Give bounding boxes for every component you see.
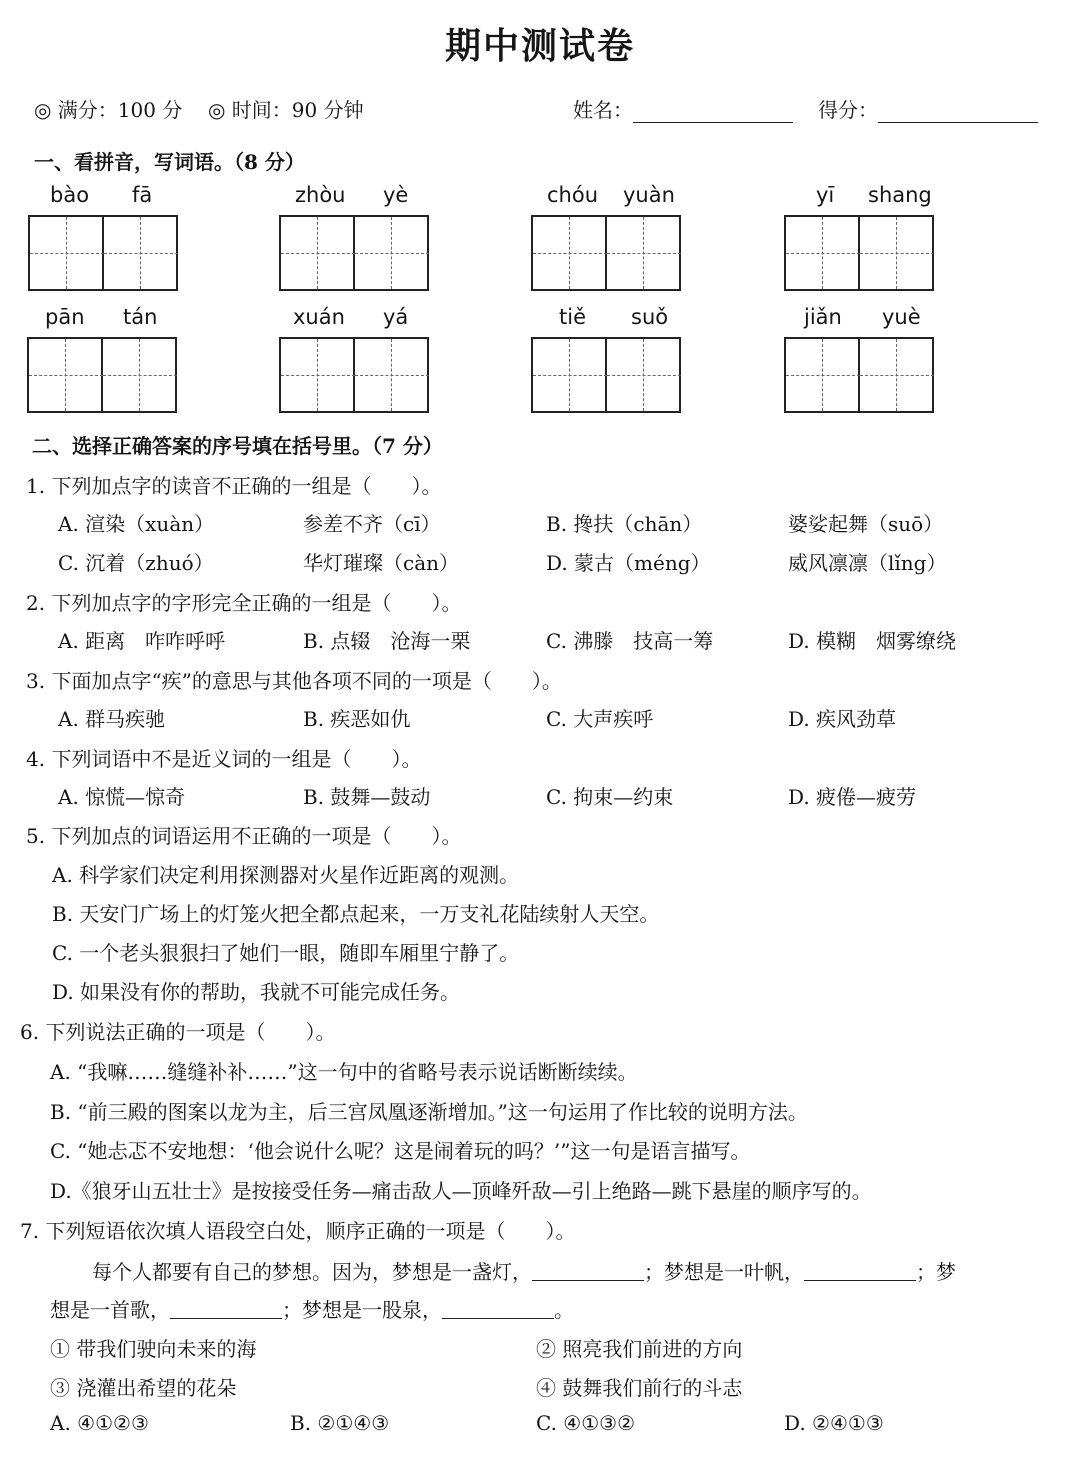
pinyin-1: tiě bbox=[559, 305, 586, 329]
name-blank[interactable] bbox=[633, 122, 793, 123]
q7-blank-4[interactable] bbox=[442, 1298, 554, 1319]
pinyin-2: yá bbox=[383, 305, 409, 329]
q1-option-a2: 参差不齐（cī） bbox=[303, 512, 441, 536]
pinyin-2: yuàn bbox=[623, 183, 675, 207]
question-6-stem: 6. 下列说法正确的一项是（ ）。 bbox=[20, 1020, 336, 1044]
q7-passage-text: ；梦想是一股泉， bbox=[282, 1298, 442, 1322]
q1-option-b1: B. 搀扶（chān） bbox=[546, 512, 703, 536]
q7-option-c: C. ④①③② bbox=[536, 1411, 636, 1435]
q7-blank-1[interactable] bbox=[532, 1260, 644, 1281]
q3-option-d: D. 疾风劲草 bbox=[788, 707, 897, 731]
q7-phrase-4: ④ 鼓舞我们前行的斗志 bbox=[536, 1376, 743, 1400]
writing-box[interactable] bbox=[531, 337, 681, 413]
q1-option-a1: A. 渲染（xuàn） bbox=[58, 512, 215, 536]
question-3-stem: 3. 下面加点字“疾”的意思与其他各项不同的一项是（ ）。 bbox=[26, 669, 562, 693]
q5-option-a: A. 科学家们决定利用探测器对火星作近距离的观测。 bbox=[52, 863, 520, 887]
q5-option-d: D. 如果没有你的帮助，我就不可能完成任务。 bbox=[52, 980, 461, 1004]
q7-passage-text: ；梦 bbox=[916, 1260, 956, 1284]
pinyin-1: jiǎn bbox=[804, 305, 842, 329]
pinyin-1: zhòu bbox=[295, 183, 346, 207]
question-5-stem: 5. 下列加点的词语运用不正确的一项是（ ）。 bbox=[26, 824, 462, 848]
q7-passage-line1 bbox=[92, 1256, 956, 1285]
time-label: ◎ 时间：90 分钟 bbox=[208, 98, 364, 122]
q7-option-b: B. ②①④③ bbox=[290, 1411, 390, 1435]
q5-option-c: C. 一个老头狠狠扫了她们一眼，随即车厢里宁静了。 bbox=[52, 941, 520, 965]
writing-box[interactable] bbox=[784, 215, 934, 291]
q7-phrase-1: ① 带我们驶向未来的海 bbox=[50, 1337, 257, 1361]
q4-option-d: D. 疲倦—疲劳 bbox=[788, 785, 917, 809]
q6-option-c: C. “她忐忑不安地想：‘他会说什么呢？这是闹着玩的吗？’”这一句是语言描写。 bbox=[50, 1139, 751, 1163]
q1-option-d2: 威风凛凛（lǐng） bbox=[788, 551, 947, 575]
full-score-label: ◎ 满分：100 分 bbox=[34, 98, 183, 122]
pinyin-2: yè bbox=[383, 183, 409, 207]
writing-box[interactable] bbox=[531, 215, 681, 291]
writing-box[interactable] bbox=[784, 337, 934, 413]
q7-passage-text: ；梦想是一叶帆， bbox=[644, 1260, 804, 1284]
question-7-stem: 7. 下列短语依次填人语段空白处，顺序正确的一项是（ ）。 bbox=[20, 1219, 576, 1243]
pinyin-2: tán bbox=[123, 305, 158, 329]
pinyin-2: yuè bbox=[882, 305, 921, 329]
page-title: 期中测试卷 bbox=[444, 25, 635, 67]
q7-phrase-3: ③ 浇灌出希望的花朵 bbox=[50, 1376, 237, 1400]
q5-option-b: B. 天安门广场上的灯笼火把全都点起来，一万支礼花陆续射人天空。 bbox=[52, 902, 660, 926]
q1-option-d1: D. 蒙古（méng） bbox=[546, 551, 711, 575]
q7-blank-2[interactable] bbox=[804, 1260, 916, 1281]
writing-box[interactable] bbox=[28, 215, 178, 291]
q2-option-c: C. 沸滕 技高一筹 bbox=[546, 629, 714, 653]
q3-option-a: A. 群马疾驰 bbox=[58, 707, 166, 731]
section1-heading: 一、看拼音，写词语。（8 分） bbox=[34, 150, 305, 174]
score-label: 得分： bbox=[818, 98, 878, 122]
pinyin-2: shang bbox=[868, 183, 932, 207]
section2-heading: 二、选择正确答案的序号填在括号里。（7 分） bbox=[32, 434, 443, 458]
q6-option-a: A. “我嘛……缝缝补补……”这一句中的省略号表示说话断断续续。 bbox=[50, 1060, 638, 1084]
q7-passage-text: 想是一首歌， bbox=[50, 1298, 170, 1322]
score-field[interactable] bbox=[818, 94, 1038, 123]
pinyin-1: pān bbox=[45, 305, 85, 329]
pinyin-2: fā bbox=[132, 183, 153, 207]
q1-option-b2: 婆娑起舞（suō） bbox=[788, 512, 944, 536]
q7-passage-line2 bbox=[50, 1294, 574, 1323]
question-1-stem: 1. 下列加点字的读音不正确的一组是（ ）。 bbox=[26, 474, 442, 498]
question-4-stem: 4. 下列词语中不是近义词的一组是（ ）。 bbox=[26, 747, 422, 771]
q7-phrase-2: ② 照亮我们前进的方向 bbox=[536, 1337, 743, 1361]
writing-box[interactable] bbox=[27, 337, 177, 413]
q4-option-b: B. 鼓舞—鼓动 bbox=[303, 785, 431, 809]
pinyin-1: chóu bbox=[547, 183, 599, 207]
q6-option-d: D.《狼牙山五壮士》是按接受任务—痛击敌人—顶峰歼敌—引上绝路—跳下悬崖的顺序写的。 bbox=[50, 1179, 872, 1203]
q6-option-b: B. “前三殿的图案以龙为主，后三宫凤凰逐渐增加。”这一句运用了作比较的说明方法。 bbox=[50, 1100, 808, 1124]
writing-box[interactable] bbox=[279, 337, 429, 413]
pinyin-1: yī bbox=[816, 183, 835, 207]
q3-option-b: B. 疾恶如仇 bbox=[303, 707, 411, 731]
q1-option-c2: 华灯璀璨（càn） bbox=[303, 551, 460, 575]
q4-option-a: A. 惊慌—惊奇 bbox=[58, 785, 186, 809]
pinyin-1: bào bbox=[50, 183, 90, 207]
name-label: 姓名： bbox=[573, 98, 633, 122]
q7-option-d: D. ②④①③ bbox=[784, 1411, 884, 1435]
name-field[interactable] bbox=[573, 94, 793, 123]
q3-option-c: C. 大声疾呼 bbox=[546, 707, 654, 731]
q7-option-a: A. ④①②③ bbox=[50, 1411, 149, 1435]
q2-option-d: D. 模糊 烟雾缭绕 bbox=[788, 629, 957, 653]
score-blank[interactable] bbox=[878, 122, 1038, 123]
writing-box[interactable] bbox=[279, 215, 429, 291]
q4-option-c: C. 拘束—约束 bbox=[546, 785, 674, 809]
question-2-stem: 2. 下列加点字的字形完全正确的一组是（ ）。 bbox=[26, 591, 462, 615]
q7-blank-3[interactable] bbox=[170, 1298, 282, 1319]
q7-passage-text: 每个人都要有自己的梦想。因为，梦想是一盏灯， bbox=[92, 1260, 532, 1284]
q7-passage-text: 。 bbox=[554, 1298, 574, 1322]
pinyin-1: xuán bbox=[293, 305, 345, 329]
q2-option-b: B. 点辍 沧海一栗 bbox=[303, 629, 471, 653]
q2-option-a: A. 距离 咋咋呼呼 bbox=[58, 629, 226, 653]
q1-option-c1: C. 沉着（zhuó） bbox=[58, 551, 214, 575]
pinyin-2: suǒ bbox=[631, 305, 669, 329]
